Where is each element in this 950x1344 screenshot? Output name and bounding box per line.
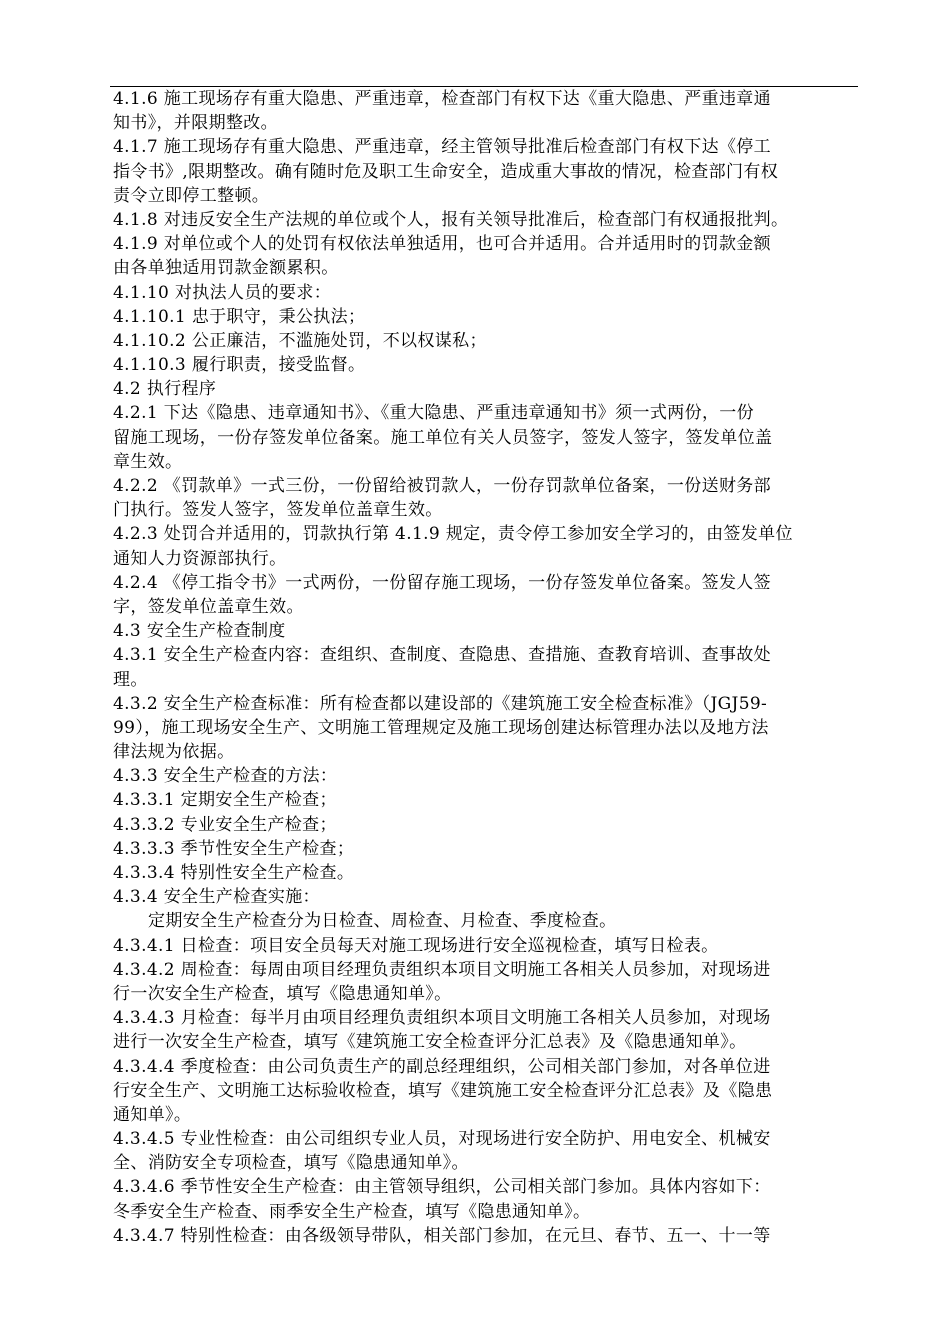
text-line: 指令书》,限期整改。确有随时危及职工生命安全，造成重大事故的情况，检查部门有权 — [113, 161, 779, 182]
text-line: 4.1.10.3 履行职责，接受监督。 — [113, 355, 366, 376]
text-line: 4.3.4.3 月检查：每半月由项目经理负责组织本项目文明施工各相关人员参加，对现场 — [113, 1008, 771, 1029]
text-line: 由各单独适用罚款金额累积。 — [113, 258, 339, 279]
text-line: 4.3.4.2 周检查：每周由项目经理负责组织本项目文明施工各相关人员参加，对现场进 — [113, 959, 771, 980]
text-line: 律法规为依据。 — [113, 742, 235, 763]
section-heading: 4.3 安全生产检查制度 — [113, 621, 286, 642]
text-line: 4.1.10 对执法人员的要求： — [113, 282, 332, 303]
text-line: 4.1.9 对单位或个人的处罚有权依法单独适用，也可合并适用。合并适用时的罚款金额 — [113, 234, 772, 255]
text-line: 行安全生产、文明施工达标验收检查，填写《建筑施工安全检查评分汇总表》及《隐患 — [113, 1080, 773, 1101]
text-line: 通知单》。 — [113, 1104, 192, 1125]
text-line: 4.1.7 施工现场存有重大隐患、严重违章，经主管领导批准后检查部门有权下达《停工 — [113, 137, 772, 158]
text-line: 4.1.10.2 公正廉洁，不滥施处罚，不以权谋私； — [113, 330, 487, 351]
text-line: 冬季安全生产检查、雨季安全生产检查，填写《隐患通知单》。 — [113, 1201, 591, 1222]
text-line: 4.3.3 安全生产检查的方法： — [113, 766, 338, 787]
text-line: 全、消防安全专项检查，填写《隐患通知单》。 — [113, 1153, 469, 1174]
text-line: 4.3.1 安全生产检查内容：查组织、查制度、查隐患、查措施、查教育培训、查事故处 — [113, 645, 772, 666]
text-line: 4.3.3.3 季节性安全生产检查； — [113, 838, 355, 859]
text-line: 4.1.10.1 忠于职守，秉公执法； — [113, 306, 366, 327]
text-line: 知书》，并限期整改。 — [113, 113, 278, 134]
text-line: 留施工现场，一份存签发单位备案。施工单位有关人员签字，签发人签字，签发单位盖 — [113, 427, 773, 448]
text-line: 行一次安全生产检查，填写《隐患通知单》。 — [113, 983, 452, 1004]
text-line: 字，签发单位盖章生效。 — [113, 596, 304, 617]
text-line: 4.2.2 《罚款单》一式三份，一份留给被罚款人，一份存罚款单位备案，一份送财务部 — [113, 476, 772, 496]
text-line: 4.3.3.1 定期安全生产检查； — [113, 790, 337, 811]
section-heading: 4.2 执行程序 — [113, 379, 217, 400]
text-line: 章生效。 — [113, 451, 183, 472]
text-line: 4.3.4.6 季节性安全生产检查：由主管领导组织，公司相关部门参加。具体内容如下： — [113, 1177, 771, 1198]
text-line: 4.2.4 《停工指令书》一式两份，一份留存施工现场，一份存签发单位备案。签发人签 — [113, 572, 772, 593]
text-line: 4.3.2 安全生产检查标准：所有检查都以建设部的《建筑施工安全检查标准》（JGJ59- — [113, 693, 768, 714]
document-body — [113, 87, 861, 1248]
text-line: 4.2.1 下达《隐患、违章通知书》、《重大隐患、严重违章通知书》须一式两份，一份 — [113, 403, 755, 424]
text-line: 4.3.4.4 季度检查：由公司负责生产的副总经理组织，公司相关部门参加，对各单位进 — [113, 1056, 771, 1077]
text-line: 4.3.3.4 特别性安全生产检查。 — [113, 863, 355, 883]
text-line: 理。 — [113, 669, 148, 690]
text-line: 责令立即停工整顿。 — [113, 185, 270, 206]
text-line: 4.3.4.5 专业性检查：由公司组织专业人员，对现场进行安全防护、用电安全、机械安 — [113, 1129, 771, 1150]
text-line: 门执行。签发人签字，签发单位盖章生效。 — [113, 500, 443, 521]
text-line: 99），施工现场安全生产、文明施工管理规定及施工现场创建达标管理办法以及地方法 — [113, 717, 769, 738]
text-line: 4.3.3.2 专业安全生产检查； — [113, 814, 337, 835]
text-line: 4.1.6 施工现场存有重大隐患、严重违章，检查部门有权下达《重大隐患、严重违章通 — [113, 89, 772, 109]
text-line: 4.3.4.7 特别性检查：由各级领导带队，相关部门参加，在元旦、春节、五一、十一等 — [113, 1225, 771, 1246]
text-line: 进行一次安全生产检查，填写《建筑施工安全检查评分汇总表》及《隐患通知单》。 — [113, 1032, 747, 1053]
text-line: 4.3.4.1 日检查：项目安全员每天对施工现场进行安全巡视检查，填写日检表。 — [113, 935, 719, 956]
text-line: 通知人力资源部执行。 — [113, 548, 287, 569]
text-line: 4.1.8 对违反安全生产法规的单位或个人，报有关领导批准后，检查部门有权通报批判。 — [113, 209, 789, 230]
indented-text-line: 定期安全生产检查分为日检查、周检查、月检查、季度检查。 — [148, 911, 617, 932]
text-line: 4.3.4 安全生产检查实施： — [113, 887, 320, 908]
text-line: 4.2.3 处罚合并适用的，罚款执行第 4.1.9 规定，责令停工参加安全学习的，由签发单位 — [113, 524, 793, 545]
